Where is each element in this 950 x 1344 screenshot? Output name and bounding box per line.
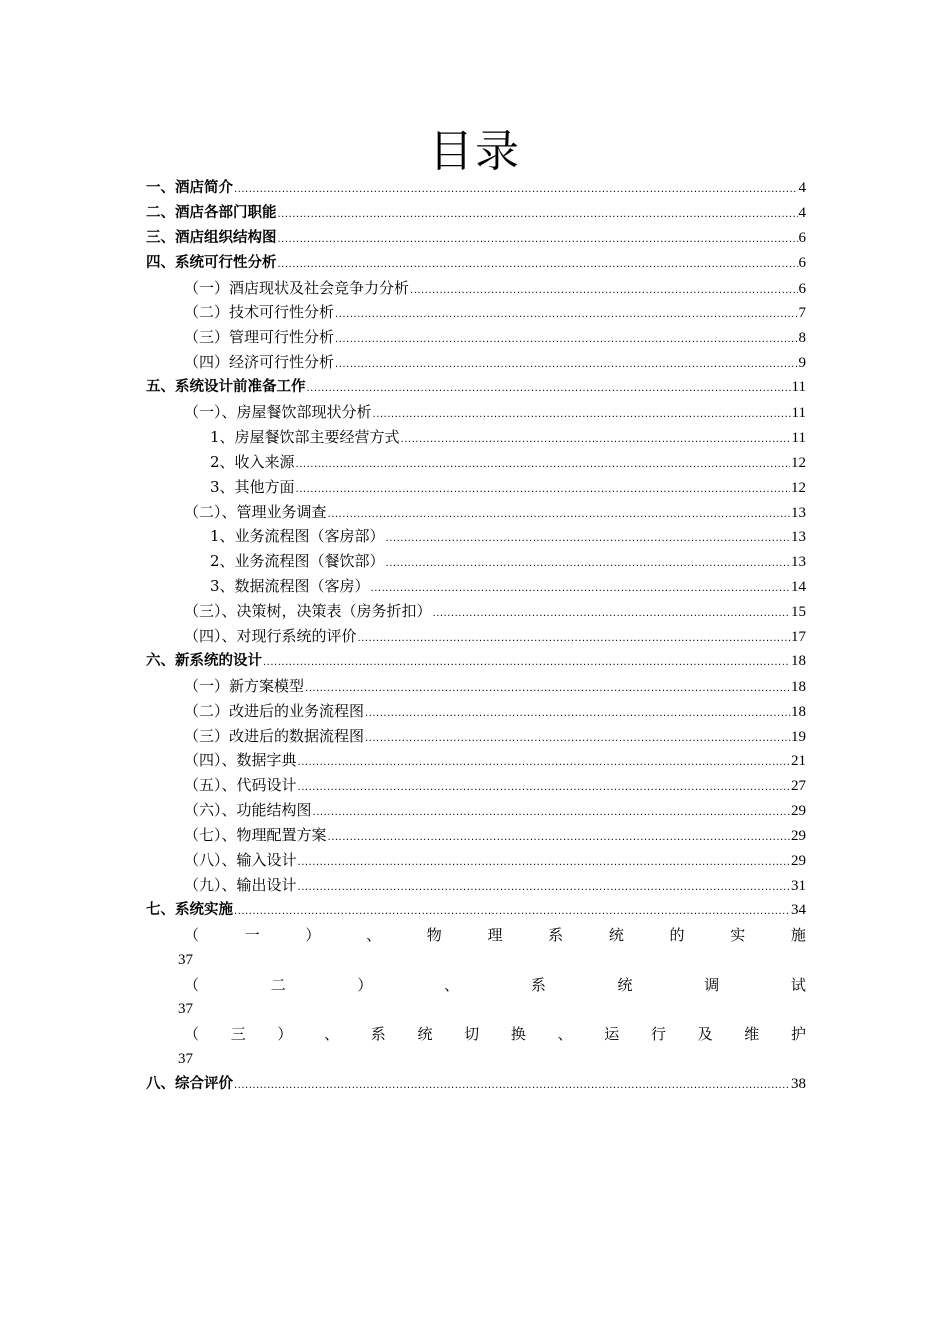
toc-entry-title: 1、房屋餐饮部主要经营方式 [210, 427, 400, 446]
toc-entry[interactable] [146, 375, 806, 400]
toc-entry-page: 38 [791, 1076, 806, 1093]
dot-leader [278, 253, 798, 278]
toc-entry-char: 、 [444, 975, 460, 994]
toc-entry-char: 、 [324, 1025, 340, 1044]
toc-entry-title: （三）管理可行性分析 [184, 328, 335, 347]
dot-leader [335, 328, 797, 353]
toc-entry-char: 切 [464, 1025, 480, 1044]
toc-entry-page: 18 [791, 703, 806, 720]
toc-entry-page: 6 [798, 254, 806, 271]
toc-entry[interactable] [146, 724, 806, 749]
dot-leader [263, 651, 790, 676]
toc-entry[interactable] [146, 599, 806, 624]
dot-leader [298, 876, 790, 901]
toc-entry-page: 37 [178, 1051, 193, 1068]
toc-entry-page: 11 [791, 379, 806, 396]
toc-entry-justified[interactable] [146, 1022, 806, 1047]
dot-leader [358, 627, 790, 652]
toc-entry[interactable] [146, 201, 806, 226]
toc-entry[interactable] [146, 276, 806, 301]
toc-entry-page: 17 [791, 629, 806, 646]
toc-entry-title: （二）技术可行性分析 [184, 303, 335, 322]
toc-entry-page: 14 [791, 579, 806, 596]
toc-entry-char: 系 [548, 925, 564, 944]
dot-leader [307, 377, 791, 402]
toc-entry[interactable] [146, 400, 806, 425]
toc-entry-page: 29 [791, 803, 806, 820]
toc-entry[interactable] [146, 300, 806, 325]
toc-entry-page: 12 [791, 479, 806, 496]
toc-entry-char: 换 [510, 1025, 526, 1044]
toc-entry-title: （三）、决策树，决策表（房务折扣） [184, 602, 432, 621]
toc-entry-title: （六）、功能结构图 [184, 801, 312, 820]
toc-entry-page: 34 [791, 901, 806, 918]
dot-leader [234, 178, 798, 203]
toc-entry-title: 3、其他方面 [210, 477, 295, 496]
toc-entry-title: （二）改进后的业务流程图 [184, 701, 365, 720]
toc-entry[interactable] [146, 798, 806, 823]
dot-leader [305, 677, 790, 702]
dot-leader [328, 503, 790, 528]
toc-entry[interactable] [146, 500, 806, 525]
toc-entry-page: 6 [798, 280, 806, 297]
dot-leader [386, 527, 790, 552]
toc-entry-char: ） [357, 975, 373, 994]
toc-entry-title: （二）、管理业务调查 [184, 502, 327, 521]
toc-entry-title: （四）、数据字典 [184, 751, 297, 770]
toc-entry-char: （ [184, 925, 200, 944]
dot-leader [234, 900, 790, 925]
toc-entry-char: 运 [604, 1025, 620, 1044]
toc-entry-page: 13 [791, 529, 806, 546]
toc-entry-title: 六、新系统的设计 [146, 652, 262, 669]
dot-leader [386, 552, 790, 577]
toc-entry-title: 三、酒店组织结构图 [146, 229, 277, 246]
toc-entry-char: 物 [426, 925, 442, 944]
dot-leader [278, 203, 798, 228]
toc-entry[interactable] [146, 898, 806, 923]
toc-entry-title: 二、酒店各部门职能 [146, 204, 277, 221]
toc-entry-title: 1、业务流程图（客房部） [210, 527, 385, 546]
toc-entry-justified[interactable] [146, 923, 806, 948]
toc-entry[interactable] [146, 674, 806, 699]
toc-entry-page: 11 [791, 429, 806, 446]
toc-entry-char: ） [277, 1025, 293, 1044]
toc-entry-char: 三 [230, 1025, 246, 1044]
toc-entry-title: 八、综合评价 [146, 1076, 233, 1093]
dot-leader [335, 303, 797, 328]
toc-entry-title: （七）、物理配置方案 [184, 826, 327, 845]
toc-entry-char: 维 [744, 1025, 760, 1044]
toc-entry-page: 29 [791, 853, 806, 870]
toc-entry-char: 调 [704, 975, 720, 994]
toc-entry[interactable] [146, 425, 806, 450]
toc-entry-title: （四）、对现行系统的评价 [184, 627, 357, 646]
dot-leader [296, 478, 790, 503]
toc-entry[interactable] [146, 176, 806, 201]
toc-entry-page: 7 [798, 305, 806, 322]
toc-entry-char: 、 [557, 1025, 573, 1044]
toc-entry[interactable] [146, 574, 806, 599]
toc-entry-page: 31 [791, 877, 806, 894]
toc-entry[interactable] [146, 1072, 806, 1097]
toc-entry-page: 15 [791, 604, 806, 621]
toc-entry-char: ） [305, 925, 321, 944]
dot-leader [433, 602, 790, 627]
toc-entry-char: 施 [790, 925, 806, 944]
toc-entry-title: （五）、代码设计 [184, 776, 297, 795]
dot-leader [401, 428, 791, 453]
toc-entry[interactable] [146, 624, 806, 649]
toc-entry-justified[interactable] [146, 973, 806, 998]
toc-entry[interactable] [146, 649, 806, 674]
toc-entry[interactable] [146, 350, 806, 375]
toc-entry-char: 实 [730, 925, 746, 944]
toc-entry-title: （一）、房屋餐饮部现状分析 [184, 403, 372, 422]
toc-entry-title: 一、酒店简介 [146, 180, 233, 196]
toc-entry-char: 行 [650, 1025, 666, 1044]
toc-entry-page: 13 [791, 554, 806, 571]
dot-leader [234, 1074, 790, 1099]
toc-entry-char: （ [184, 1025, 200, 1044]
toc-entry-title: 四、系统可行性分析 [146, 254, 277, 271]
dot-leader [278, 228, 798, 253]
toc-entry[interactable] [146, 748, 806, 773]
toc-entry[interactable] [146, 823, 806, 848]
toc-entry-page: 6 [798, 229, 806, 246]
toc-entry-page: 11 [791, 405, 806, 422]
toc-entry-title: 2、业务流程图（餐饮部） [210, 552, 385, 571]
toc-entry-char: 统 [617, 975, 633, 994]
toc-entry-char: 护 [790, 1025, 806, 1044]
toc-entry-page: 19 [791, 728, 806, 745]
toc-entry-page: 21 [791, 753, 806, 770]
toc-entry-page: 8 [798, 330, 806, 347]
toc-entry-page: 12 [791, 454, 806, 471]
page-title: 目录 [429, 126, 521, 177]
toc-entry-page: 37 [178, 951, 193, 968]
dot-leader [365, 702, 790, 727]
toc-entry-page: 27 [791, 778, 806, 795]
toc-entry[interactable] [146, 475, 806, 500]
toc-entry-page: 9 [798, 355, 806, 372]
toc-entry-char: 统 [608, 925, 624, 944]
toc-entry[interactable] [146, 699, 806, 724]
toc-entry-char: 、 [366, 925, 382, 944]
toc-entry[interactable] [146, 773, 806, 798]
toc-entry-title: 2、收入来源 [210, 452, 295, 471]
dot-leader [296, 453, 790, 478]
dot-leader [298, 776, 790, 801]
toc-entry-page: 13 [791, 504, 806, 521]
toc-entry-title: 五、系统设计前准备工作 [146, 379, 306, 396]
toc-entry-title: 七、系统实施 [146, 901, 233, 918]
dot-leader [373, 403, 791, 428]
toc-entry-title: （一）酒店现状及社会竞争力分析 [184, 278, 410, 297]
dot-leader [335, 353, 797, 378]
toc-entry-title: 3、数据流程图（客房） [210, 577, 370, 596]
toc-entry[interactable] [146, 325, 806, 350]
dot-leader [371, 577, 790, 602]
toc-entry[interactable] [146, 873, 806, 898]
toc-entry-char: 系 [370, 1025, 386, 1044]
toc-entry-title: （四）经济可行性分析 [184, 353, 335, 372]
toc-entry-page: 29 [791, 828, 806, 845]
dot-leader [328, 826, 790, 851]
dot-leader [410, 279, 797, 304]
toc-entry[interactable] [146, 549, 806, 574]
toc-entry-title: （三）改进后的数据流程图 [184, 726, 365, 745]
toc-entry[interactable] [146, 524, 806, 549]
toc-entry-char: 的 [669, 925, 685, 944]
toc-entry-char: 理 [487, 925, 503, 944]
toc-entry-char: 二 [270, 975, 286, 994]
toc-entry-char: 试 [790, 975, 806, 994]
toc-entry[interactable] [146, 251, 806, 276]
toc-entry-char: 系 [530, 975, 546, 994]
dot-leader [298, 751, 790, 776]
toc-entry-page: 37 [178, 1001, 193, 1018]
toc-entry-page: 18 [791, 652, 806, 669]
toc-entry[interactable] [146, 226, 806, 251]
toc-entry[interactable] [146, 450, 806, 475]
dot-leader [313, 801, 790, 826]
toc-entry-page: 4 [798, 204, 806, 221]
toc-entry-title: （九）、输出设计 [184, 875, 297, 894]
dot-leader [298, 851, 790, 876]
toc-entry-title: （一）新方案模型 [184, 676, 305, 695]
toc-entry-page: 4 [798, 180, 806, 196]
toc-entry-char: （ [184, 975, 200, 994]
toc-entry-title: （八）、输入设计 [184, 851, 297, 870]
toc-entry-char: 统 [417, 1025, 433, 1044]
table-of-contents [146, 176, 806, 1097]
toc-entry-page: 18 [791, 678, 806, 695]
toc-entry[interactable] [146, 848, 806, 873]
toc-entry-char: 及 [697, 1025, 713, 1044]
dot-leader [365, 727, 790, 752]
toc-entry-char: 一 [244, 925, 260, 944]
